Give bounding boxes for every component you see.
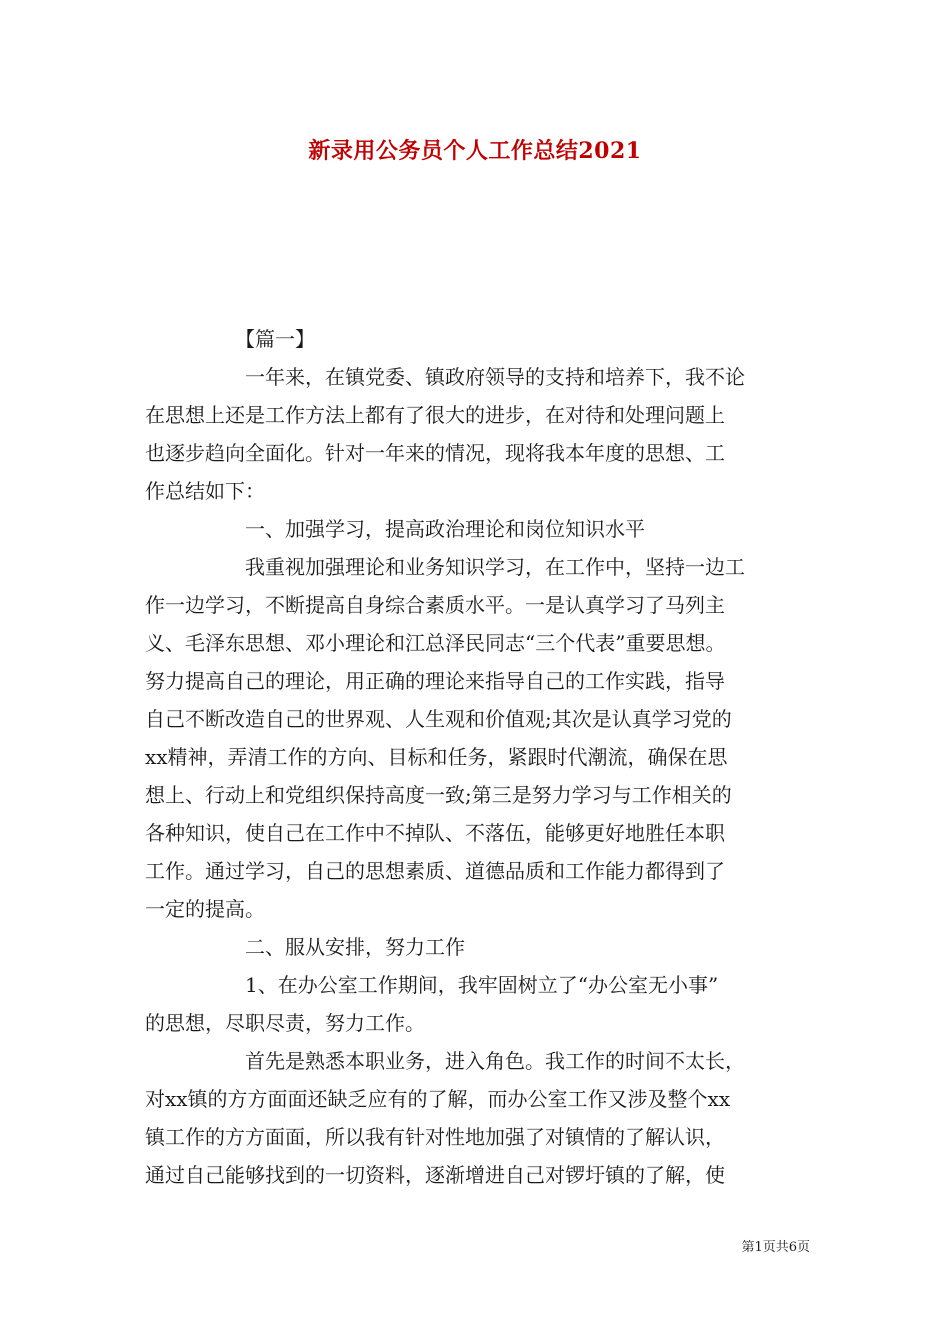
- subsection-heading: 一、加强学习，提高政治理论和岗位知识水平: [245, 517, 645, 541]
- paragraph-line: 自己不断改造自己的世界观、人生观和价值观;其次是认真学习党的: [145, 707, 732, 731]
- paragraph-line: 也逐步趋向全面化。针对一年来的情况，现将我本年度的思想、工: [145, 441, 725, 465]
- paragraph-line: 对xx镇的方方面面还缺乏应有的了解，而办公室工作又涉及整个xx: [145, 1087, 731, 1111]
- paragraph-line: 的思想，尽职尽责，努力工作。: [145, 1011, 425, 1035]
- page-number: 第1页共6页: [741, 1240, 810, 1255]
- section-heading: 【篇一】: [235, 327, 315, 351]
- paragraph-line: 作总结如下：: [145, 479, 265, 503]
- paragraph-line: 各种知识，使自己在工作中不掉队、不落伍，能够更好地胜任本职: [145, 821, 725, 845]
- paragraph-line: 通过自己能够找到的一切资料，逐渐增进自己对锣圩镇的了解，使: [145, 1163, 725, 1187]
- paragraph-line: 工作。通过学习，自己的思想素质、道德品质和工作能力都得到了: [145, 859, 725, 883]
- paragraph-line: 镇工作的方方面面，所以我有针对性地加强了对镇情的了解认识，: [145, 1125, 725, 1149]
- paragraph-line: 作一边学习，不断提高自身综合素质水平。一是认真学习了马列主: [145, 593, 725, 617]
- paragraph-line: 一定的提高。: [145, 897, 265, 921]
- paragraph-line: 1、在办公室工作期间，我牢固树立了“办公室无小事”: [245, 973, 719, 997]
- paragraph-line: 首先是熟悉本职业务，进入角色。我工作的时间不太长，: [245, 1049, 745, 1073]
- paragraph-line: 努力提高自己的理论，用正确的理论来指导自己的工作实践，指导: [145, 669, 725, 693]
- document-body: [145, 320, 810, 1194]
- paragraph-line: xx精神，弄清工作的方向、目标和任务，紧跟时代潮流，确保在思: [145, 745, 728, 769]
- paragraph-line: 在思想上还是工作方法上都有了很大的进步，在对待和处理问题上: [145, 403, 725, 427]
- paragraph-line: 一年来，在镇党委、镇政府领导的支持和培养下，我不论: [245, 365, 745, 389]
- document-title: 新录用公务员个人工作总结2021: [308, 138, 642, 164]
- paragraph-line: 想上、行动上和党组织保持高度一致;第三是努力学习与工作相关的: [145, 783, 732, 807]
- paragraph-line: 义、毛泽东思想、邓小理论和江总泽民同志“三个代表”重要思想。: [145, 631, 726, 655]
- subsection-heading: 二、服从安排，努力工作: [245, 935, 465, 959]
- paragraph-line: 我重视加强理论和业务知识学习，在工作中，坚持一边工: [245, 555, 745, 579]
- page-footer: [0, 1236, 810, 1255]
